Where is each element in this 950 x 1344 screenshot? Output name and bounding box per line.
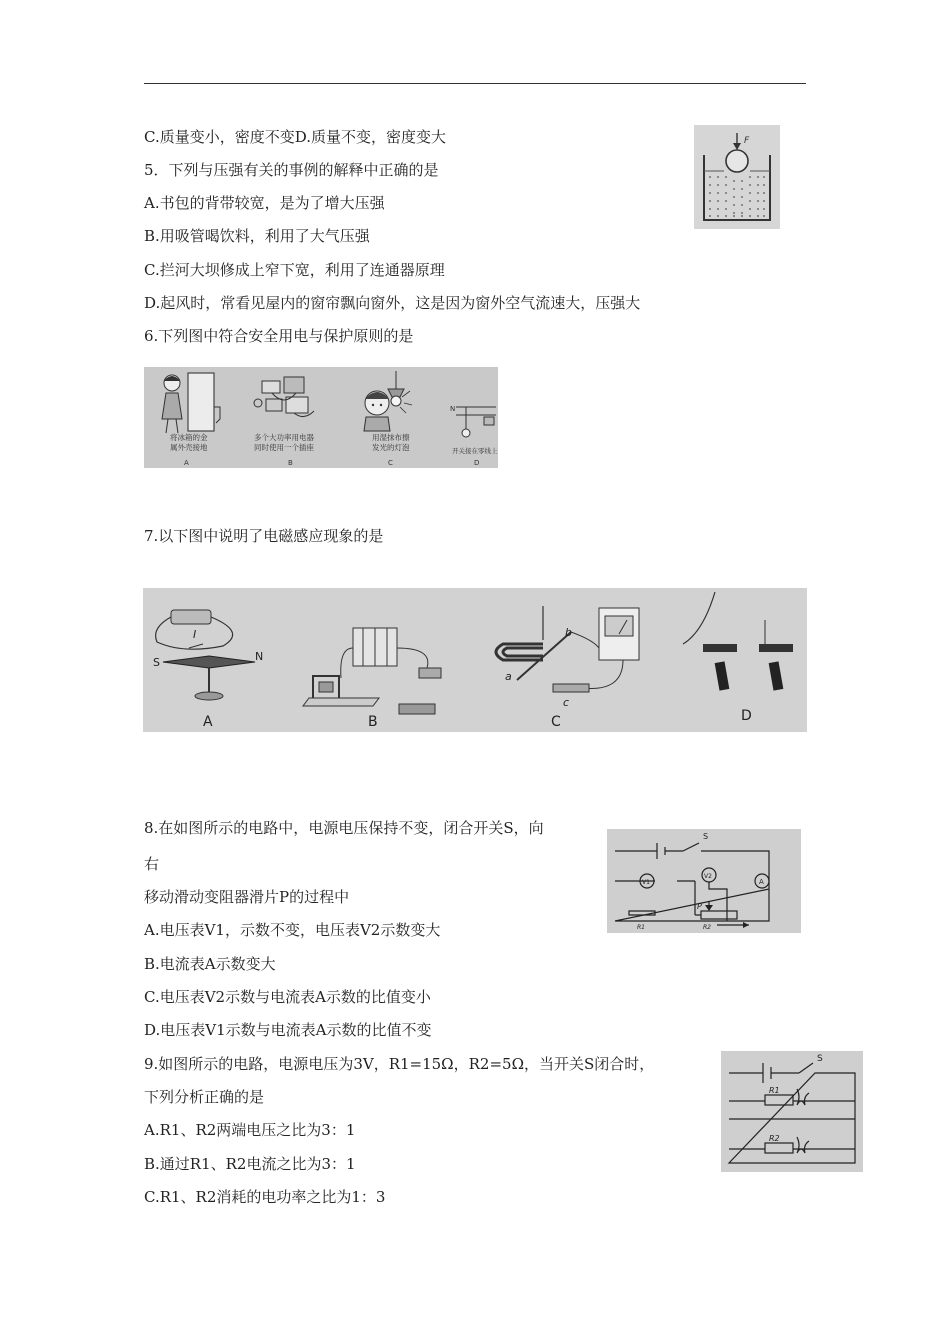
caption-c-line2: 发光的灯泡: [372, 443, 410, 452]
wire-b-label: b: [565, 626, 572, 639]
q5-option-d: D.起风时，常看见屋内的窗帘飘向窗外，这是因为窗外空气流速大，压强大: [144, 294, 641, 312]
letter-b: B: [288, 459, 293, 467]
q7-stem: 7.以下图中说明了电磁感应现象的是: [144, 527, 384, 545]
neutral-label: N: [450, 405, 456, 413]
letter-a: A: [203, 714, 213, 730]
letter-c: C: [388, 459, 393, 467]
current-label: I: [193, 628, 197, 641]
q9-option-b: B.通过R1、R2电流之比为3：1: [144, 1155, 356, 1173]
caption-b-line1: 多个大功率用电器: [254, 433, 314, 442]
panel-d-magnets: [683, 592, 793, 724]
caption-a-line2: 属外壳接地: [170, 443, 208, 452]
q5-option-a: A.书包的背带较宽，是为了增大压强: [144, 194, 385, 212]
q8-stem: 8.在如图所示的电路中，电源电压保持不变，闭合开关S，向: [144, 819, 544, 837]
header-rule: [144, 83, 806, 84]
q9-stem-cont: 下列分析正确的是: [144, 1088, 265, 1106]
r1-label: R1: [637, 924, 645, 931]
ammeter-label: A: [759, 878, 764, 886]
panel-d-switch-on-neutral: [450, 405, 498, 467]
letter-a: A: [184, 459, 189, 467]
r2-label: R2: [769, 1134, 780, 1143]
q9-option-c: C.R1、R2消耗的电功率之比为1：3: [144, 1188, 386, 1206]
q8-stem-cont: 右: [144, 855, 160, 873]
circuit-q9-figure: [721, 1051, 863, 1172]
switch-label: S: [817, 1054, 823, 1064]
q9-option-a: A.R1、R2两端电压之比为3：1: [144, 1121, 356, 1139]
panel-a-oersted: [153, 610, 263, 730]
q6-stem: 6.下列图中符合安全用电与保护原则的是: [144, 327, 414, 345]
letter-b: B: [368, 714, 378, 730]
q9-stem: 9.如图所示的电路，电源电压为3V，R1=15Ω，R2=5Ω，当开关S闭合时，: [144, 1055, 655, 1073]
letter-c: C: [551, 714, 561, 730]
q4-options-cd: C.质量变小，密度不变D.质量不变，密度变大: [144, 128, 446, 146]
caption-d: 开关接在零线上: [452, 447, 498, 455]
slider-label: P: [697, 902, 702, 911]
v1-label: V1: [642, 879, 650, 886]
force-label: F: [744, 136, 750, 146]
safety-figure: [144, 367, 498, 468]
panel-c-generator-test: [496, 606, 639, 730]
letter-d: D: [741, 708, 752, 724]
panel-b-overloaded-socket: [254, 377, 314, 467]
caption-b-line2: 同时使用一个插座: [254, 443, 314, 452]
r1-label: R1: [769, 1086, 780, 1095]
q5-stem: 5．下列与压强有关的事例的解释中正确的是: [144, 161, 439, 179]
q8-option-d: D.电压表V1示数与电流表A示数的比值不变: [144, 1021, 432, 1039]
q8-option-a: A.电压表V1，示数不变，电压表V2示数变大: [144, 921, 441, 939]
caption-a-line1: 将冰箱的金: [170, 433, 208, 442]
switch-label: S: [703, 832, 709, 841]
q8-option-c: C.电压表V2示数与电流表A示数的比值变小: [144, 988, 431, 1006]
v2-label: V2: [704, 873, 712, 880]
caption-c-line1: 用湿抹布擦: [372, 433, 410, 442]
q5-option-b: B.用吸管喝饮料，利用了大气压强: [144, 227, 370, 245]
pole-s-label: S: [153, 656, 160, 669]
letter-d: D: [474, 459, 480, 467]
r2-label: R2: [703, 924, 711, 931]
pressure-figure: [694, 125, 780, 229]
q5-option-c: C.拦河大坝修成上窄下宽，利用了连通器原理: [144, 261, 445, 279]
pole-n-label: N: [255, 650, 264, 663]
induction-figure: [143, 588, 807, 732]
q8-stem-cont2: 移动滑动变阻器滑片P的过程中: [144, 888, 350, 906]
circuit-q8-figure: [607, 829, 801, 933]
panel-b-motor: [303, 628, 441, 730]
wire-c-label: c: [563, 696, 570, 709]
panel-a-fridge-girl: [162, 373, 220, 467]
wire-a-label: a: [505, 670, 512, 683]
q8-option-b: B.电流表A示数变大: [144, 955, 276, 973]
panel-c-wet-cloth-lamp: [364, 371, 412, 467]
